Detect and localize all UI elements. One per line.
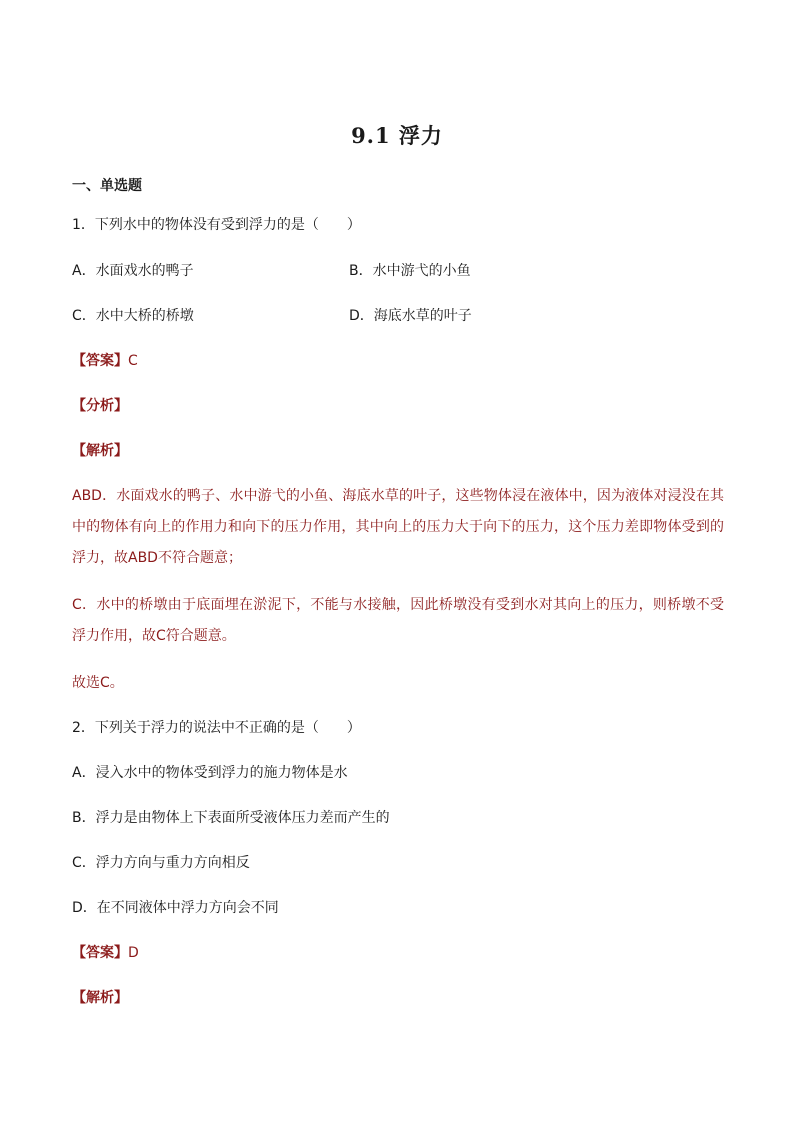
question-1-explain-heading [72,441,128,461]
question-1-answer [72,351,138,371]
question-2-stem: 2．下列关于浮力的说法中不正确的是（ ） [72,720,361,736]
question-1-conclusion: 故选C。 [72,675,124,691]
explain-tag: 【解析】 [72,990,128,1006]
answer-value: C [128,353,138,369]
explain-tag: 【解析】 [72,443,128,459]
question-2-option-b: B．浮力是由物体上下表面所受液体压力差而产生的 [72,810,390,826]
question-1-explain-paragraph-1: ABD．水面戏水的鸭子、水中游弋的小鱼、海底水草的叶子，这些物体浸在液体中，因为液体对浸没在其中的物体有向上的作用力和向下的压力作用，其中向上的压力大于向下的压力，这个压力差即物体受到的浮力，故ABD不符合题意； [72,488,724,566]
question-1-option-d: D．海底水草的叶子 [349,308,472,324]
section-heading: 一、单选题 [72,178,142,194]
question-1-option-a: A．水面戏水的鸭子 [72,263,194,279]
question-1-explain-paragraph-2: C．水中的桥墩由于底面埋在淤泥下，不能与水接触，因此桥墩没有受到水对其向上的压力，则桥墩不受浮力作用，故C符合题意。 [72,597,724,644]
question-1-stem: 1．下列水中的物体没有受到浮力的是（ ） [72,217,361,233]
question-2-option-a: A．浸入水中的物体受到浮力的施力物体是水 [72,765,348,781]
analysis-tag: 【分析】 [72,398,128,414]
question-2-option-d: D．在不同液体中浮力方向会不同 [72,900,279,916]
question-2-explain-heading [72,988,128,1008]
question-1-option-c: C．水中大桥的桥墩 [72,308,194,324]
answer-tag: 【答案】 [72,945,128,961]
question-1-option-b: B．水中游弋的小鱼 [349,263,471,279]
answer-tag: 【答案】 [72,353,128,369]
answer-value: D [128,945,139,961]
question-2-answer [72,943,139,963]
question-2-option-c: C．浮力方向与重力方向相反 [72,855,250,871]
page-title: 9.1 浮力 [351,123,443,148]
question-1-analysis [72,396,128,416]
